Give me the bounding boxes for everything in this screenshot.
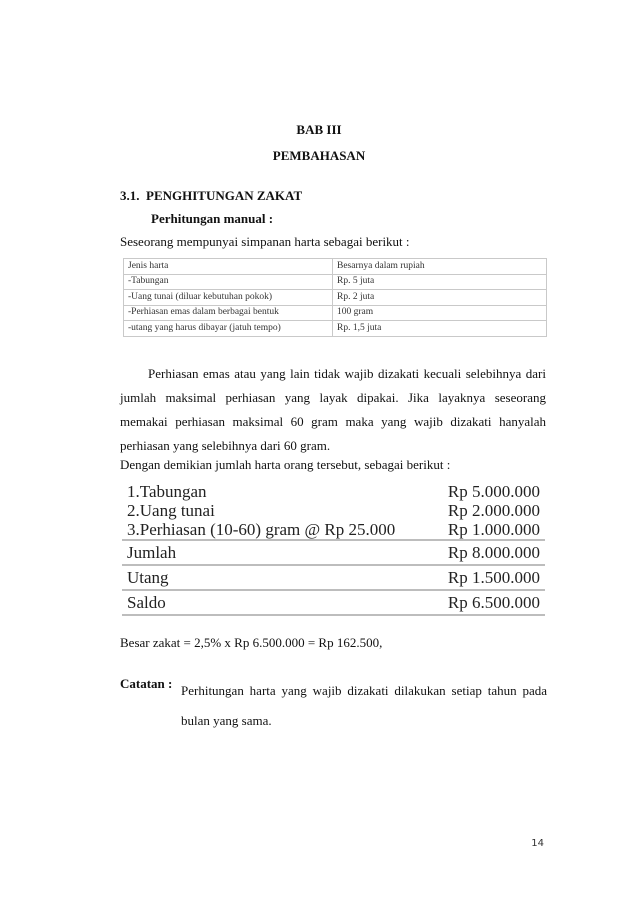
table-cell: Rp. 5 juta [333,274,547,290]
zakat-calculation: Besar zakat = 2,5% x Rp 6.500.000 = Rp 162.500, [120,635,383,650]
section-heading: 3.1. PENGHITUNGAN ZAKAT [120,188,303,203]
debt-row [122,565,545,590]
table-cell: 2.Uang tunai [127,501,215,520]
section-subheading: Perhitungan manual : [151,211,274,226]
intro-text: Seseorang mempunyai simpanan harta sebagai berikut : [120,234,410,249]
table-cell: Saldo [122,590,431,615]
table-cell: Rp. 2 juta [333,290,547,306]
table-row [122,501,545,520]
table-cell: Rp 5.000.000 [447,482,540,501]
table-row [124,274,547,290]
table-cell: Rp 1.500.000 [431,565,545,590]
table-cell: 100 gram [333,305,547,321]
page-number: 14 [531,838,544,849]
table-cell: Rp 2.000.000 [447,501,540,520]
table-cell: Jumlah [122,540,431,565]
table-row [124,290,547,306]
table-row [124,321,547,337]
table-cell: -Tabungan [124,274,333,290]
table-cell: Rp 1.000.000 [447,520,540,539]
calculation-table [122,480,545,616]
note-label: Catatan : [120,676,173,691]
total-row [122,540,545,565]
table-header-cell: Jenis harta [124,259,333,275]
table-cell: Rp 6.500.000 [431,590,545,615]
note-text: Perhitungan harta yang wajib dizakati dilakukan setiap tahun pada bulan yang sama. [181,683,547,728]
table-cell: -utang yang harus dibayar (jatuh tempo) [124,321,333,337]
table-header-row [124,259,547,275]
table-header-cell: Besarnya dalam rupiah [333,259,547,275]
table-cell: Utang [122,565,431,590]
table-row [122,480,545,501]
table-cell: -Uang tunai (diluar kebutuhan pokok) [124,290,333,306]
paragraph-jewelry: Perhiasan emas atau yang lain tidak wajib dizakati kecuali selebihnya dari jumlah maksimal perhiasan yang layak dipakai. Jika layaknya seseorang memakai perhiasan maksimal 60 gram maka yang wajib dizakati hanyalah perhiasan yang selebihnya dari 60 gram. [120,366,546,453]
balance-row [122,590,545,615]
table-cell: 3.Perhiasan (10-60) gram @ Rp 25.000 [127,520,396,539]
table-cell: -Perhiasan emas dalam berbagai bentuk [124,305,333,321]
table-row [124,305,547,321]
chapter-title: PEMBAHASAN [272,148,366,163]
table-cell: 1.Tabungan [127,482,207,501]
table-cell: Rp 8.000.000 [431,540,545,565]
table-cell: Rp. 1,5 juta [333,321,547,337]
table-row [122,520,545,540]
paragraph-summary: Dengan demikian jumlah harta orang tersebut, sebagai berikut : [120,457,451,472]
chapter-number: BAB III [296,122,342,137]
assets-table [123,258,547,337]
